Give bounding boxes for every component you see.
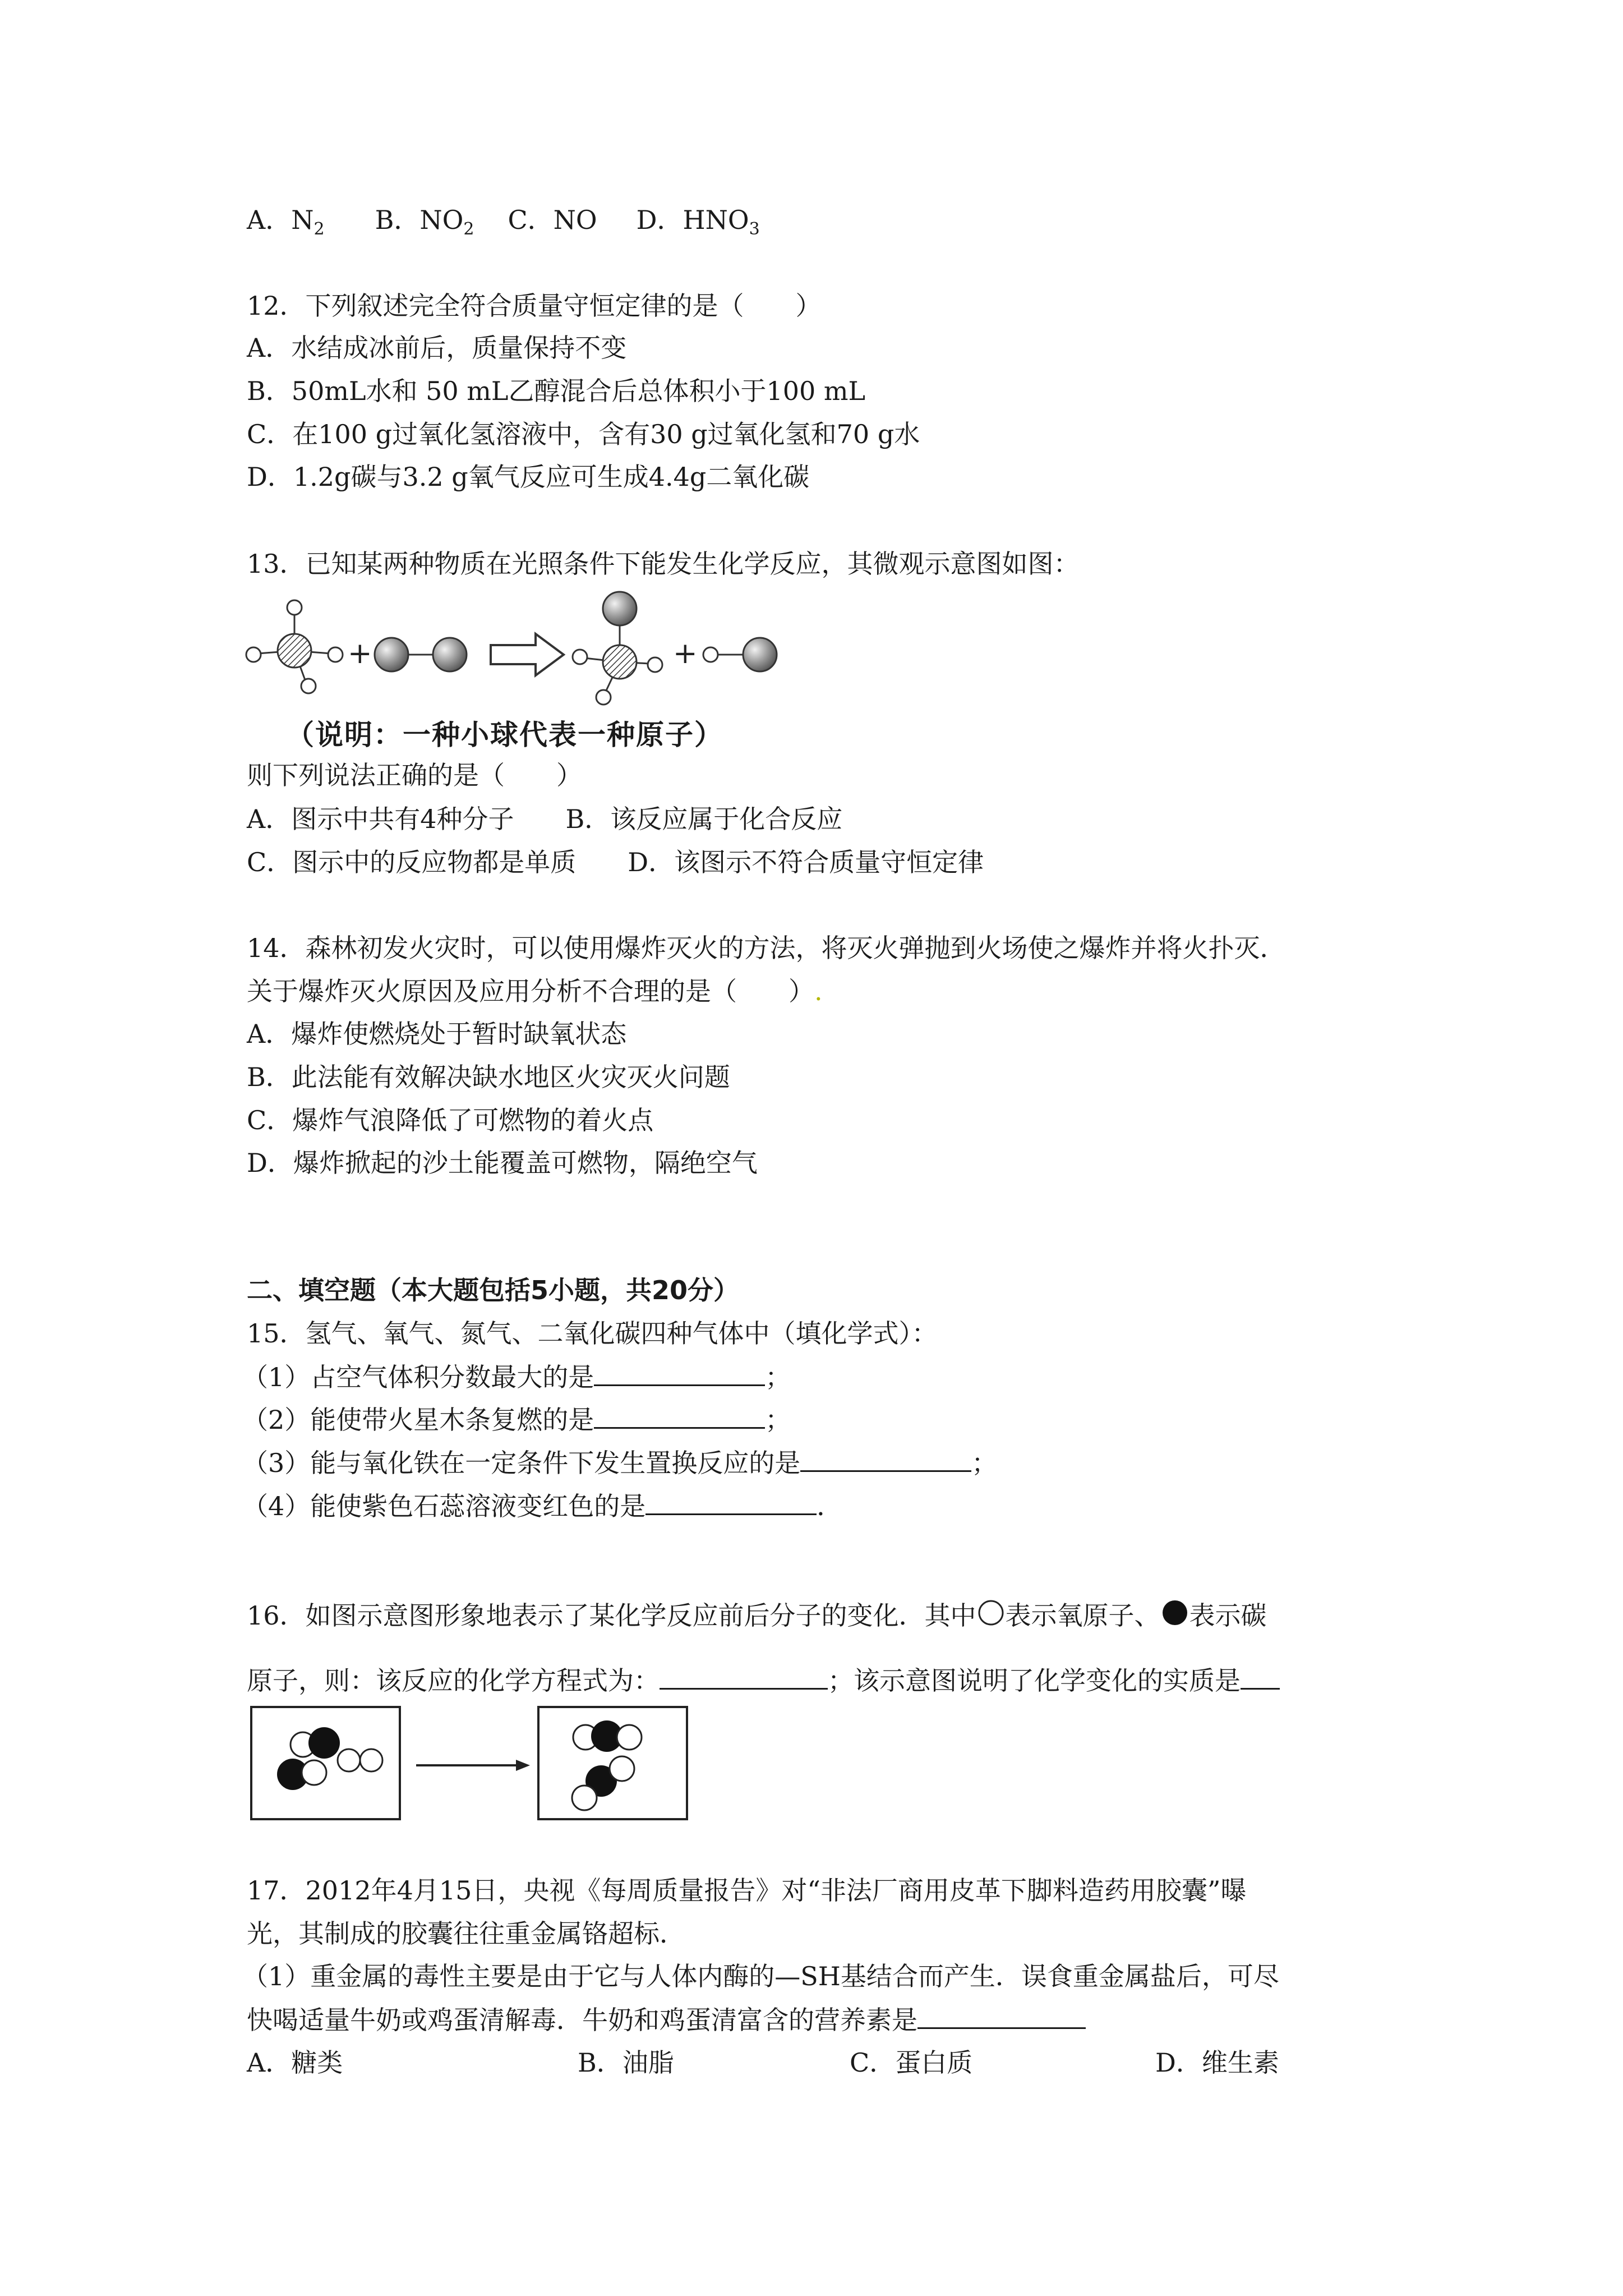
q16-essence-blank[interactable] (1241, 1663, 1280, 1690)
q14-option-d: D．爆炸掀起的沙土能覆盖可燃物，隔绝空气 (247, 1148, 758, 1178)
q11-option-a: A．$N_2$ (247, 205, 325, 239)
q15-answer-blank-4[interactable] (645, 1489, 817, 1515)
q13-stem: 13．已知某两种物质在光照条件下能发生化学反应，其微观示意图如图： (247, 549, 1080, 579)
q13-figure-caption: （说明：一种小球代表一种原子） (286, 719, 723, 751)
q15-answer-blank-3[interactable] (800, 1446, 971, 1472)
q15-item-4: （4）能使紫色石蕊溶液变红色的是 ． (242, 1489, 842, 1523)
after-reaction-box (538, 1707, 687, 1819)
q14-option-a: A．爆炸使燃烧处于暂时缺氧状态 (247, 1019, 627, 1049)
q15-answer-blank-1[interactable] (594, 1360, 765, 1386)
reaction-arrow (491, 634, 564, 675)
q15-item-3: （3）能与氧化铁在一定条件下发生置换反应的是 ； (242, 1446, 997, 1480)
product-molecule-1 (573, 592, 662, 705)
q14-option-c: C．爆炸气浪降低了可燃物的着火点 (247, 1105, 654, 1135)
q13-options-ab: A．图示中共有4种分子 B．该反应属于化合反应 (247, 804, 843, 834)
q11-options (247, 203, 760, 237)
reactant-molecule-2 (375, 638, 467, 671)
product-molecule-2 (703, 638, 777, 671)
q12-option-c: C．在100 g过氧化氢溶液中，含有30 g过氧化氢和70 g水 (247, 419, 920, 449)
reactant-molecule-1 (246, 600, 343, 693)
section-2-heading: 二、填空题（本大题包括5小题，共20分） (247, 1275, 740, 1305)
q14-stem-1: 14．森林初发火灾时，可以使用爆炸灭火的方法，将灭火弹抛到火场使之爆炸并将火扑灭． (247, 933, 1286, 963)
q16-reaction-diagram (247, 1703, 695, 1823)
q16-stem: 16．如图示意图形象地表示了某化学反应前后分子的变化．其中 表示氧原子、 表示碳 (247, 1599, 1267, 1632)
q17-sub1-line-1: （1）重金属的毒性主要是由于它与人体内酶的—SH基结合而产生．误食重金属盐后，可尽 (242, 1961, 1279, 1991)
q12-option-b: B．50mL水和 50 mL乙醇混合后总体积小于100 mL (247, 376, 866, 406)
q11-option-d: D．$HNO_3$ (636, 205, 760, 239)
q14-option-b: B．此法能有效解决缺水地区火灾灭火问题 (247, 1062, 730, 1092)
q12-stem: 12．下列叙述完全符合质量守恒定律的是（ ） (247, 291, 822, 321)
q17-option-c: C．蛋白质 (850, 2047, 973, 2078)
svg-text:+: + (673, 637, 698, 670)
q11-option-b: B．$NO_2$ (375, 205, 474, 239)
before-reaction-box (251, 1707, 400, 1819)
q16-line-2: 原子，则：该反应的化学方程式为： ；该示意图说明了化学变化的实质是 (247, 1663, 1280, 1697)
q17-option-b: B．油脂 (578, 2047, 674, 2078)
q15-stem: 15．氢气、氧气、氮气、二氧化碳四种气体中（填化学式）： (247, 1318, 938, 1349)
svg-text:+: + (348, 637, 372, 670)
q15-item-2: （2）能使带火星木条复燃的是 ； (242, 1402, 791, 1437)
q17-option-a: A．糖类 (247, 2047, 343, 2078)
q15-answer-blank-2[interactable] (594, 1402, 765, 1429)
q17-stem-1: 17．2012年4月15日，央视《每周质量报告》对“非法厂商用皮革下脚料造药用胶囊”曝 (247, 1875, 1247, 1906)
q11-option-c: C．NO (508, 205, 597, 235)
q17-option-d: D．维生素 (1155, 2047, 1279, 2078)
carbon-atom-icon (1160, 1599, 1189, 1625)
q17-answer-blank[interactable] (917, 2003, 1086, 2029)
q17-stem-2: 光，其制成的胶囊往往重金属铬超标． (247, 1918, 685, 1949)
oxygen-atom-icon (976, 1599, 1006, 1625)
reaction-arrow (416, 1760, 530, 1771)
q16-equation-blank[interactable] (660, 1663, 828, 1690)
q13-reaction-diagram (241, 592, 791, 715)
q13-options-cd: C．图示中的反应物都是单质 D．该图示不符合质量守恒定律 (247, 847, 984, 877)
q14-stem-2: 关于爆炸灭火原因及应用分析不合理的是（ ）. (247, 976, 823, 1006)
q13-question: 则下列说法正确的是（ ） (247, 760, 582, 790)
q12-option-a: A．水结成冰前后，质量保持不变 (247, 333, 627, 363)
q12-option-d: D．1.2g碳与3.2 g氧气反应可生成4.4g二氧化碳 (247, 462, 810, 492)
q17-sub1-line-2: 快喝适量牛奶或鸡蛋清解毒．牛奶和鸡蛋清富含的营养素是 (247, 2003, 1086, 2037)
q15-item-1: （1）占空气体积分数最大的是 ； (242, 1360, 791, 1394)
